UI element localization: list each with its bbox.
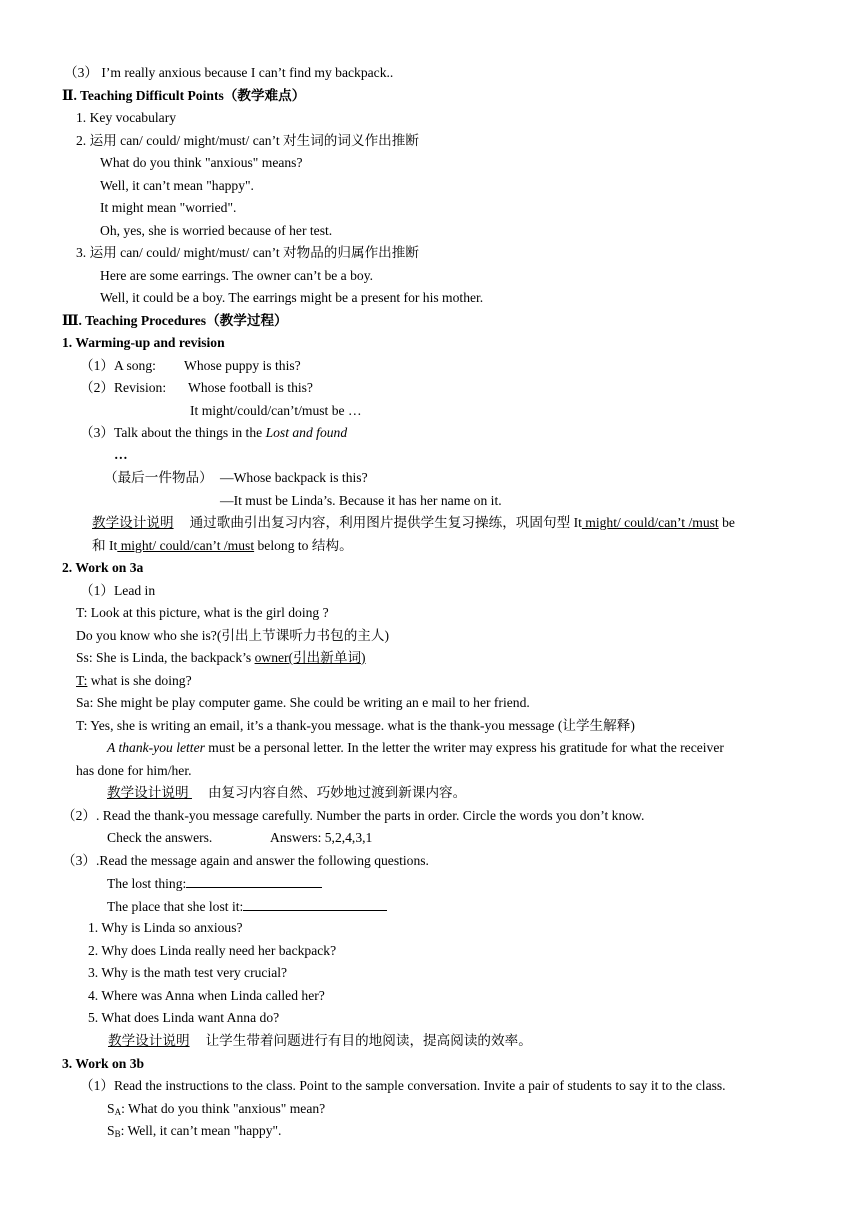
text-line: Whose puppy is this? bbox=[184, 358, 301, 373]
text-line: 2. 运用 can/ could/ might/must/ can’t 对生词的词义作出推断 bbox=[76, 133, 419, 148]
text-span: what is she doing? bbox=[87, 673, 192, 688]
design-note bbox=[92, 537, 353, 555]
subsection-heading: 3. Work on 3b bbox=[62, 1056, 145, 1071]
text-line: （2）Revision: bbox=[80, 380, 167, 395]
text-line bbox=[107, 1100, 325, 1121]
text-line: It might/could/can’t/must be … bbox=[190, 403, 362, 418]
speaker-label: S bbox=[107, 1101, 115, 1116]
text-line: Well, it can’t mean "happy". bbox=[100, 178, 254, 193]
text-span: The place that she lost it: bbox=[107, 899, 244, 914]
answer-blank bbox=[186, 874, 322, 888]
text-line: —Whose backpack is this? bbox=[220, 470, 368, 485]
text-line: Check the answers. bbox=[107, 830, 213, 845]
text-span: （3）Talk about the things in the bbox=[80, 425, 266, 440]
text-line bbox=[107, 739, 724, 757]
text-line: （3） I’m really anxious because I can’t find my backpack.. bbox=[64, 65, 394, 80]
list-item: 1. Why is Linda so anxious? bbox=[88, 920, 243, 935]
text-span: belong to 结构。 bbox=[254, 538, 353, 553]
text-line bbox=[76, 672, 192, 690]
text-line: Answers: 5,2,4,3,1 bbox=[270, 830, 373, 845]
text-line: （1）Read the instructions to the class. Point to the sample conversation. Invite a pair of students to say it to the class. bbox=[80, 1078, 726, 1093]
text-line: has done for him/her. bbox=[76, 763, 192, 778]
text-line: Do you know who she is?(引出上节课听力书包的主人) bbox=[76, 628, 390, 643]
text-span: 由复习内容自然、巧妙地过渡到新课内容。 bbox=[207, 785, 467, 800]
text-line: （最后一件物品） bbox=[104, 470, 213, 485]
text-line: （1）A song: bbox=[80, 358, 156, 373]
text-span: 让学生带着问题进行有目的地阅读，提高阅读的效率。 bbox=[205, 1033, 532, 1048]
list-item: 4. Where was Anna when Linda called her? bbox=[88, 988, 325, 1003]
underlined-span: T: bbox=[76, 673, 88, 688]
design-note-label: 教学设计说明 bbox=[108, 1033, 190, 1048]
text-line: T: Yes, she is writing an email, it’s a thank-you message. what is the thank-you message (让学生解释) bbox=[76, 718, 635, 733]
text-line bbox=[80, 424, 347, 442]
italic-span: Lost and found bbox=[265, 425, 348, 440]
underlined-span: might/ could/can’t /must bbox=[117, 538, 255, 553]
text-span: 和 It bbox=[92, 538, 118, 553]
design-note-label: 教学设计说明 bbox=[92, 515, 174, 530]
list-item: 5. What does Linda want Anna do? bbox=[88, 1010, 280, 1025]
list-item: 2. Why does Linda really need her backpack? bbox=[88, 943, 337, 958]
design-note bbox=[92, 514, 735, 532]
text-line bbox=[107, 897, 387, 916]
text-line: （2）. Read the thank-you message carefully. Number the parts in order. Circle the words you don’t know. bbox=[62, 808, 645, 823]
subsection-heading: 2. Work on 3a bbox=[62, 560, 144, 575]
design-note bbox=[108, 1032, 532, 1050]
underlined-span: owner(引出新单词) bbox=[254, 650, 366, 665]
text-line: Well, it could be a boy. The earrings might be a present for his mother. bbox=[100, 290, 484, 305]
text-line: （1）Lead in bbox=[80, 583, 156, 598]
text-line bbox=[107, 874, 322, 893]
text-line: Here are some earrings. The owner can’t be a boy. bbox=[100, 268, 374, 283]
text-line: Whose football is this? bbox=[188, 380, 313, 395]
text-line: 3. 运用 can/ could/ might/must/ can’t 对物品的归属作出推断 bbox=[76, 245, 419, 260]
text-line bbox=[107, 1122, 281, 1143]
text-line: Sa: She might be play computer game. She could be writing an e mail to her friend. bbox=[76, 695, 530, 710]
text-line: It might mean "worried". bbox=[100, 200, 237, 215]
speaker-label: S bbox=[107, 1123, 115, 1138]
subsection-heading: 1. Warming-up and revision bbox=[62, 335, 225, 350]
text-line: （3）.Read the message again and answer the following questions. bbox=[62, 853, 429, 868]
text-span: be bbox=[718, 515, 735, 530]
answer-blank bbox=[243, 897, 387, 911]
text-line: What do you think "anxious" means? bbox=[100, 155, 303, 170]
text-line bbox=[76, 649, 366, 667]
section-heading: Ⅱ. Teaching Difficult Points（教学难点） bbox=[62, 88, 306, 103]
text-span: : Well, it can’t mean "happy". bbox=[120, 1123, 282, 1138]
text-line: T: Look at this picture, what is the girl doing ? bbox=[76, 605, 329, 620]
text-span: The lost thing: bbox=[107, 876, 187, 891]
list-item: 3. Why is the math test very crucial? bbox=[88, 965, 288, 980]
text-span: Ss: She is Linda, the backpack’s bbox=[76, 650, 255, 665]
speaker-subscript: A bbox=[114, 1107, 122, 1117]
design-note-label: 教学设计说明 bbox=[107, 785, 192, 800]
italic-span: A thank-you letter bbox=[107, 740, 205, 755]
ellipsis: … bbox=[114, 447, 128, 462]
text-line: 1. Key vocabulary bbox=[76, 110, 177, 125]
text-span: 通过歌曲引出复习内容，利用图片提供学生复习操练，巩固句型 It bbox=[189, 515, 582, 530]
text-line: —It must be Linda’s. Because it has her name on it. bbox=[220, 493, 502, 508]
speaker-subscript: B bbox=[114, 1129, 121, 1139]
text-span: must be a personal letter. In the letter the writer may express his gratitude for what the receiver bbox=[204, 740, 724, 755]
text-line: Oh, yes, she is worried because of her test. bbox=[100, 223, 333, 238]
design-note bbox=[107, 784, 466, 802]
section-heading: Ⅲ. Teaching Procedures（教学过程） bbox=[62, 313, 288, 328]
underlined-span: might/ could/can’t /must bbox=[581, 515, 719, 530]
text-span: : What do you think "anxious" mean? bbox=[121, 1101, 326, 1116]
